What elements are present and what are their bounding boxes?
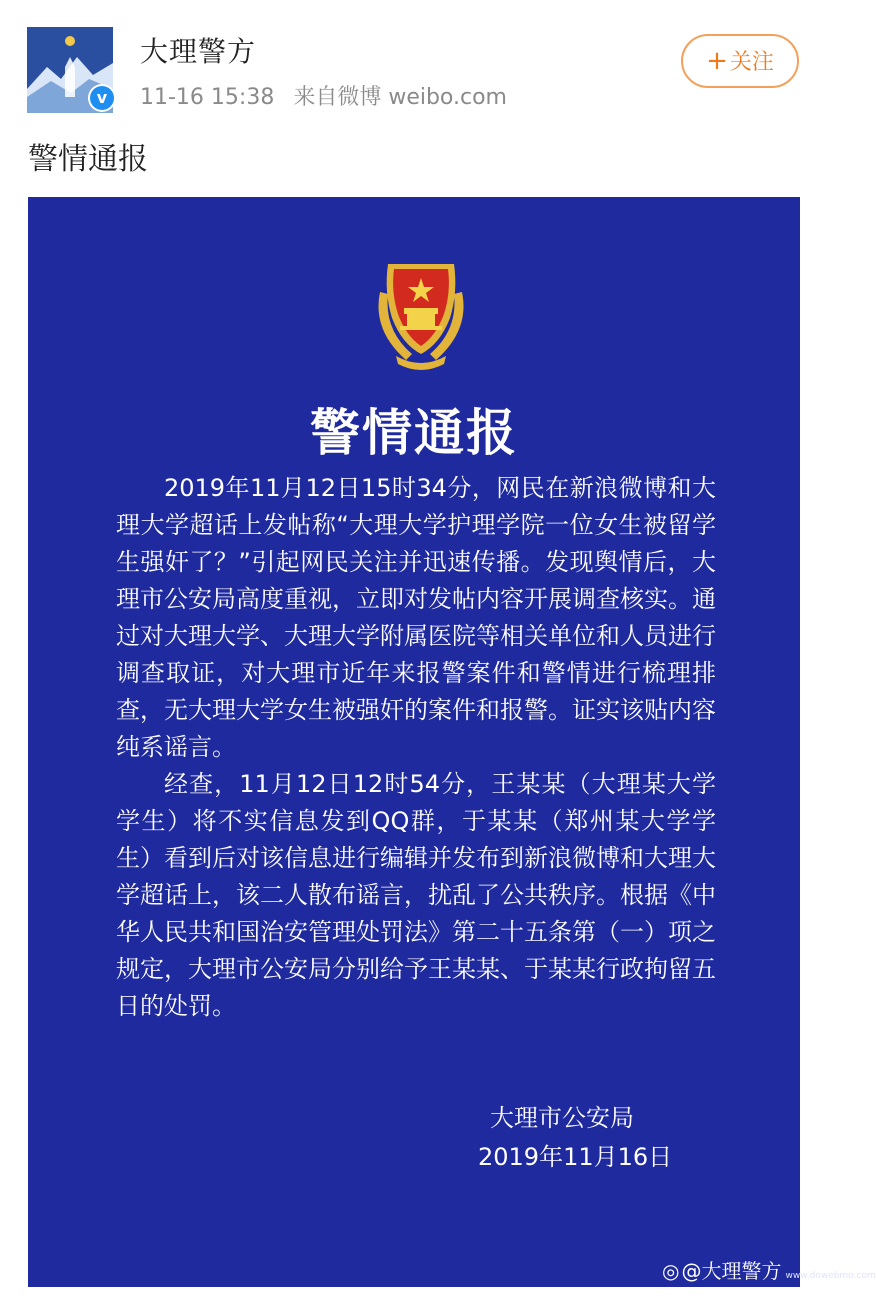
notice-paragraph-1: 2019年11月12日15时34分，网民在新浪微博和大理大学超话上发帖称“大理大学护理学院一位女生被留学生强奸了？”引起网民关注并迅速传播。发现舆情后，大理市公安局高度重视，立即对发帖内容开展调查核实。通过对大理大学、大理大学附属医院等相关单位和人员进行调查取证，对大理市近年来报警案件和警情进行梳理排查，无大理大学女生被强奸的案件和报警。证实该贴内容纯系谣言。 bbox=[116, 474, 716, 761]
post-timestamp: 11-16 15:38 bbox=[140, 85, 275, 110]
notice-date: 2019年11月16日 bbox=[478, 1143, 673, 1171]
police-emblem-icon bbox=[366, 252, 476, 372]
notice-signature: 大理市公安局 bbox=[490, 1104, 634, 1132]
watermark-site: www.dowebmo.com bbox=[785, 1271, 876, 1281]
notice-paragraph-2: 经查，11月12日12时54分，王某某（大理某大学学生）将不实信息发到QQ群，于某某（郑州某大学学生）看到后对该信息进行编辑并发布到新浪微博和大理大学超话上，该二人散布谣言，扰乱了公共秩序。根据《中华人民共和国治安管理处罚法》第二十五条第（一）项之规定，大理市公安局分别给予王某某、于某某行政拘留五日的处罚。 bbox=[116, 770, 716, 1020]
follow-button[interactable] bbox=[681, 34, 799, 88]
weibo-logo-icon: ◎ bbox=[662, 1259, 680, 1283]
verified-v-icon: v bbox=[90, 86, 114, 110]
notice-image[interactable] bbox=[28, 197, 800, 1287]
image-watermark bbox=[662, 1255, 876, 1284]
verified-badge bbox=[88, 84, 116, 112]
watermark-text: @大理警方 bbox=[681, 1259, 782, 1283]
notice-body bbox=[116, 470, 716, 1025]
post-text: 警情通报 bbox=[28, 142, 148, 177]
plus-icon: + bbox=[706, 46, 728, 76]
post-source[interactable]: 来自微博 weibo.com bbox=[293, 85, 507, 110]
follow-label: 关注 bbox=[729, 50, 774, 75]
post-meta bbox=[140, 80, 519, 111]
username[interactable]: 大理警方 bbox=[140, 35, 257, 68]
notice-title: 警情通报 bbox=[310, 404, 518, 462]
